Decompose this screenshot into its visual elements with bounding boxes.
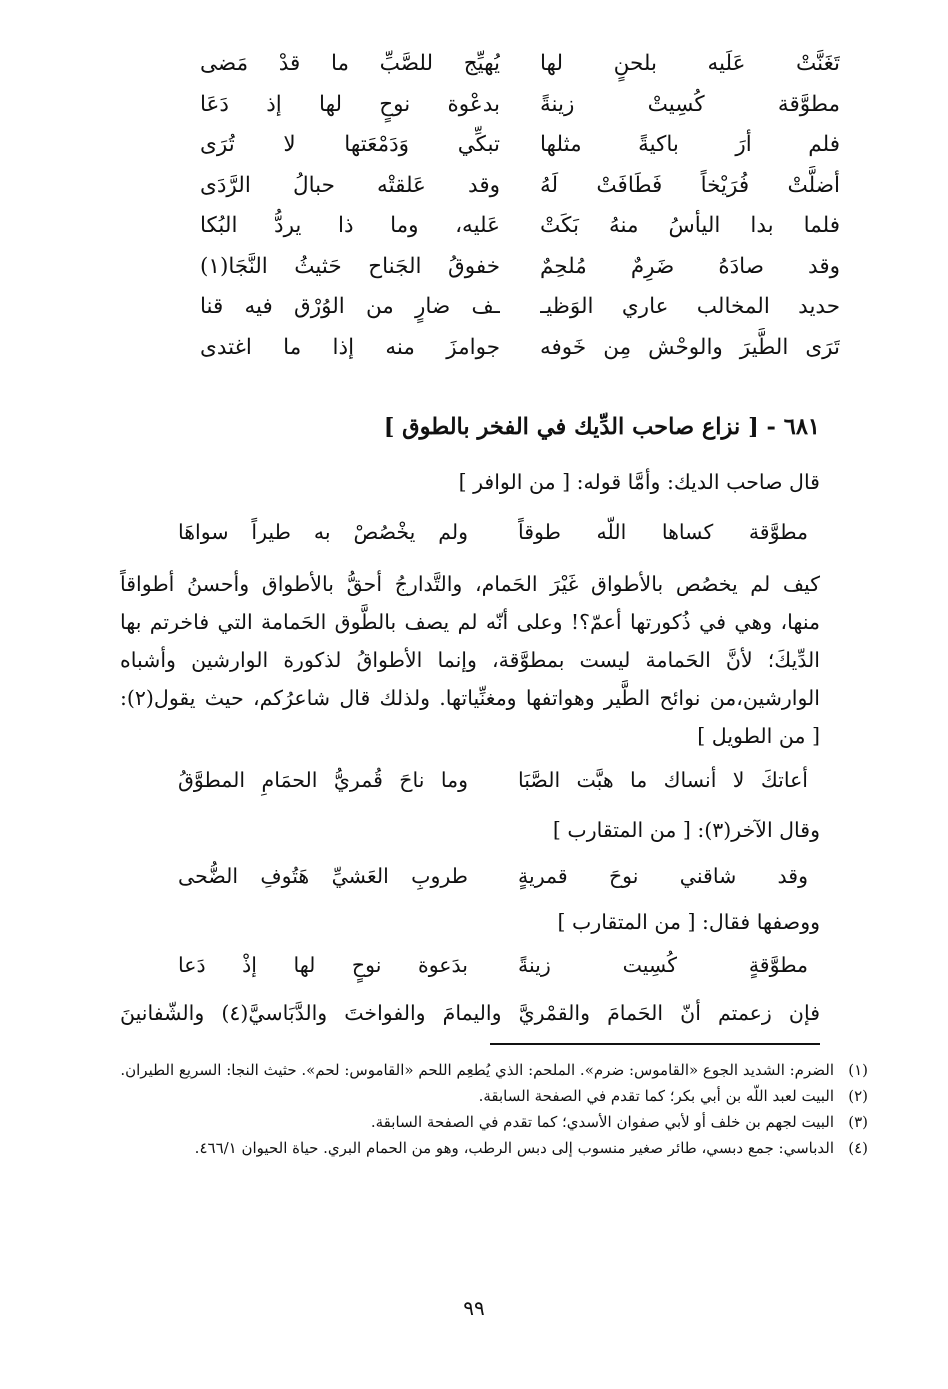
verse-first-hemistich: مطوَّقةٍ كُسِيت زينةً	[518, 953, 808, 977]
verse-first-hemistich: أضلَّتْ فُرَيْخاً فَطَافَتْ لَهُ	[540, 172, 840, 198]
section-heading: ٦٨١ - [ نزاع صاحب الدِّيك في الفخر بالطوق ]	[383, 414, 820, 440]
verse-qumri	[178, 761, 808, 799]
paragraph-line: منها، وهي في ذُكورتها أعمّ؟! وعلى أنّه لم يصف بالطَّوق الحَمامة التي فاخرتم بها	[120, 610, 820, 634]
verse-first-hemistich: مطوَّقة كساها اللّه طوقاً	[518, 520, 808, 544]
poem-verse	[200, 166, 840, 207]
poem-block	[200, 44, 840, 368]
meter-label-block	[120, 717, 820, 755]
verse-second-hemistich: تبكِّي وَدَمْعَتها لا تُرَى	[200, 132, 500, 157]
attribution-line: وقال الآخر(٣): [ من المتقارب ]	[552, 818, 820, 842]
akhar-block	[120, 811, 820, 849]
verse-second-hemistich: ولم يخْصُصْ به طيراً سواهَا	[178, 520, 468, 544]
page-number: ٩٩	[463, 1296, 485, 1320]
verse-first-hemistich: فلما بدا اليأسُ منهُ بَكَتْ	[540, 213, 840, 238]
verse-first-hemistich: تَغَنَّتْ عَلَيه بلحنٍ لها	[540, 51, 840, 76]
verse-second-hemistich: خفوقُ الجَناح حَثيثُ النَّجَا(١)	[200, 253, 500, 279]
footnote-number: (١)	[848, 1061, 868, 1079]
attribution-line: ووصفها فقال: [ من المتقارب ]	[557, 910, 820, 934]
verse-zina	[178, 946, 808, 984]
verse-second-hemistich: وقد عَلقتْه حبالُ الرَّدَى	[200, 172, 500, 198]
verse-dhuha	[178, 857, 808, 895]
main-paragraph	[120, 565, 820, 717]
paragraph-line: كيف لم يخصُص بالأطواق غَيْرَ الحَمام، والتَّدارجُ أحقُّ بالأطواق وأحسنُ أطواقاً	[120, 572, 820, 596]
verse-first-hemistich: تَرَى الطَّيرَ والوحْش مِن خَوفه	[540, 334, 840, 360]
footnote-number: (٣)	[848, 1113, 868, 1131]
poem-verse	[200, 125, 840, 166]
wasafaha-block	[120, 903, 820, 941]
paragraph-line: فإن زعمتم أنّ الحَمامَ والقمْريَّ واليمامَ والفواختَ والدَّبَاسيَّ(٤) والشّفانينَ	[120, 1001, 820, 1025]
poem-verse	[200, 44, 840, 85]
verse-second-hemistich: طروبِ العَشيِّ هَتُوفِ الضُّحى	[178, 864, 468, 888]
verse-first-hemistich: وقد شاقني نوحَ قمريةٍ	[518, 864, 808, 888]
verse-second-hemistich: جوامزَ منه إذا ما اغتدى	[200, 334, 500, 360]
footnote-number: (٤)	[848, 1139, 868, 1157]
footnote-divider	[490, 1043, 820, 1045]
verse-second-hemistich: ـف ضارٍ من الوُرْق فيه قنا	[200, 294, 500, 319]
footnote-item	[78, 1084, 868, 1109]
verse-second-hemistich: وما ناحَ قُمريُّ الحمَامِ المطوَّقُ	[178, 768, 468, 792]
footnote-item	[78, 1058, 868, 1083]
meter-label: [ من الطويل ]	[697, 724, 820, 748]
verse-first-hemistich: حديد المخالب عاري الوَظيـ	[540, 294, 840, 319]
verse-second-hemistich: يُهيِّج للصَّبِّ ما قدْ مَضى	[200, 51, 500, 76]
poem-verse	[200, 287, 840, 328]
footnote-item	[78, 1110, 868, 1135]
paragraph-line: الوارشين،من نوائح الطَّير وهواتفها ومغنِّياتها. ولذلك قال شاعرُكم، حيث يقول(٢):	[120, 686, 820, 710]
footnote-item	[78, 1136, 868, 1161]
footnote-text: الضرم: الشديد الجوع «القاموس: ضرم». الملحم: الذي يُطعِم اللحم «القاموس: لحم». حثيث النجا: السريع الطيران.	[120, 1061, 834, 1079]
poem-verse	[200, 247, 840, 288]
paragraph-line: الدِّيكَ؛ لأنَّ الحَمامة ليست بمطوَّقة، وإنما الأطواقُ لذكورة الوارشين وأشباه	[120, 648, 820, 672]
footnote-text: البيت لعبد اللّه بن أبي بكر؛ كما تقدم في الصفحة السابقة.	[478, 1087, 834, 1105]
verse-tawq	[178, 513, 808, 551]
verse-second-hemistich: بدعْوة نوحٍ لها إذ دَعَا	[200, 91, 500, 117]
footnote-number: (٢)	[848, 1087, 868, 1105]
footnotes	[78, 1058, 868, 1162]
intro-text	[120, 463, 820, 501]
poem-verse	[200, 328, 840, 369]
verse-first-hemistich: وقد صادَهُ ضَرِمٌ مُلحِمٌ	[540, 253, 840, 279]
footnote-text: الدباسي: جمع دبسي، طائر صغير منسوب إلى دبس الرطب، وهو من الحمام البري. حياة الحيوان ٤٦٦/١.	[194, 1139, 834, 1157]
closing-paragraph	[120, 994, 820, 1032]
verse-first-hemistich: مطوَّقة كُسِيتْ زينةً	[540, 91, 840, 117]
verse-first-hemistich: فلم أرَ باكيةً مثلها	[540, 132, 840, 157]
poem-verse	[200, 206, 840, 247]
footnote-text: البيت لجهم بن خلف أو لأبي صفوان الأسدي؛ كما تقدم في الصفحة السابقة.	[370, 1113, 834, 1131]
intro-line: قال صاحب الديك: وأمَّا قوله: [ من الوافر ]	[458, 470, 820, 494]
verse-second-hemistich: بدَعوة نوحٍ لها إذْ دَعا	[178, 953, 468, 977]
verse-second-hemistich: عَليه، وما ذا يردُّ البُكا	[200, 213, 500, 238]
verse-first-hemistich: أعاتكَ لا أنساك ما هبَّت الصَّبَا	[518, 768, 808, 792]
poem-verse	[200, 85, 840, 126]
